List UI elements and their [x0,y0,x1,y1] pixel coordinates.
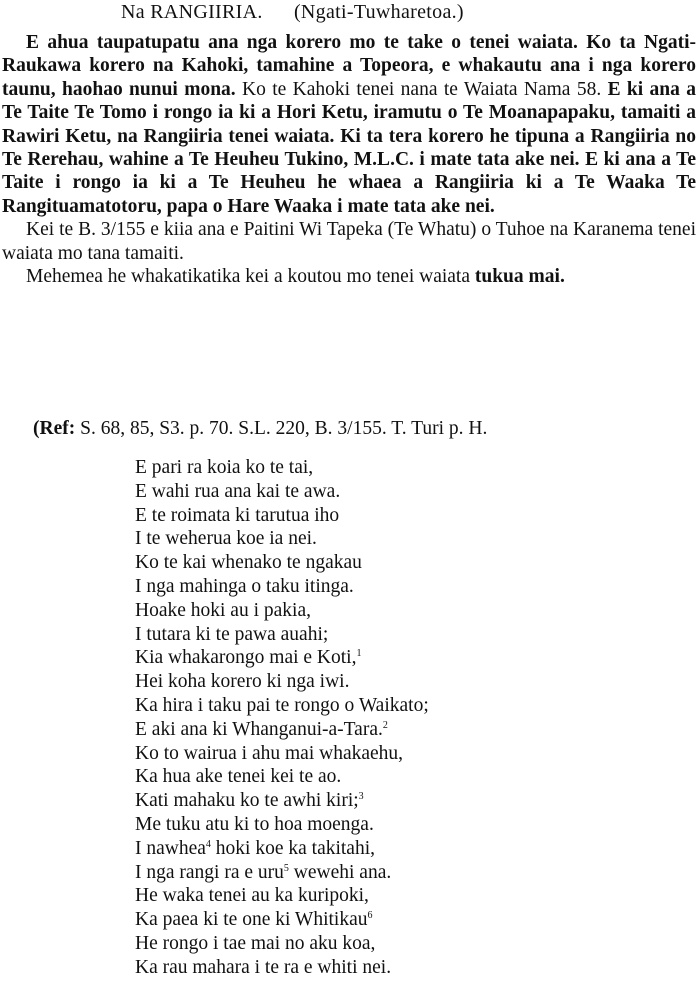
lyric-text: Me tuku atu ki to hoa moenga. [135,813,374,835]
song-author: Na RANGIIRIA. [121,1,263,23]
lyric-line [135,551,429,575]
song-lyrics [135,456,429,980]
introduction [2,31,696,288]
lyric-text: E pari ra koia ko te tai, [135,457,314,478]
intro-text: E ki ana a Te Taite Te Tomo i rongo ia ki a Hori Ketu, iramutu o Te Moanapapaku, tamaiti a Rawiri Ketu, na Rangiiria tenei waiata. [2,78,696,147]
lyric-line [135,527,429,551]
lyric-line [135,504,429,528]
lyric-text: Kia whakarongo mai e Koti, [135,647,357,669]
lyric-text: Ka hira i taku pai te rongo o Waikato; [135,694,429,716]
lyric-line [135,599,429,623]
intro-text: Mehemea he whakatikatika kei a koutou mo tenei waiata [26,266,470,288]
lyric-text: E aki ana ki Whanganui-a-Tara. [135,718,383,740]
lyric-text: I nawhea [135,837,206,859]
lyric-line [135,646,429,670]
intro-text: tukua mai. [474,266,565,288]
intro-paragraph-3 [2,265,696,288]
lyric-line [135,837,429,861]
intro-text: E ahua taupatupatu ana nga korero mo te take o tenei waiata. Ko ta Ngati-Raukawa korero na Kahoki, tamahine a Topeora, e whakautu ana i nga korero taunu, haohao nunui mona. [2,32,696,100]
lyric-line [135,694,429,718]
lyric-line [135,932,429,956]
lyric-text: Ka hua ake tenei kei te ao. [135,766,342,788]
reference-label: (Ref: [33,418,76,439]
lyric-line [135,813,429,837]
lyric-text: Ko te kai whenako te ngakau [135,552,362,574]
footnote-marker: 3 [358,791,364,803]
lyric-text: Ko to wairua i ahu mai whakaehu, [135,742,404,764]
lyric-line [135,480,429,504]
lyric-line [135,765,429,789]
lyric-text: hoki koe ka takitahi, [210,837,376,859]
lyric-line [135,456,429,480]
lyric-text: I te weherua koe ia nei. [135,528,317,550]
lyric-line [135,575,429,599]
footnote-marker: 1 [356,648,362,660]
lyric-text: Ka rau mahara i te ra e whiti nei. [135,956,392,978]
footnote-marker: 6 [367,910,373,922]
lyric-line [135,861,429,885]
lyric-line [135,956,429,980]
lyric-line [135,670,429,694]
lyric-line [135,623,429,647]
lyric-text: wewehi ana. [288,861,392,883]
lyric-text: I nga mahinga o taku itinga. [135,575,354,597]
lyric-text: He rongo i tae mai no aku koa, [135,932,376,954]
lyric-text: I nga rangi ra e uru [135,861,284,883]
footnote-marker: 5 [283,862,289,874]
lyric-text: Hoake hoki au i pakia, [135,599,311,621]
song-heading [121,0,464,24]
lyric-text: Kati mahaku ko te awhi kiri; [135,790,359,812]
song-tribe: (Ngati-Tuwharetoa.) [293,1,464,23]
lyric-text: I tutara ki te pawa auahi; [135,623,329,645]
lyric-line [135,789,429,813]
reference-text: S. 68, 85, S3. p. 70. S.L. 220, B. 3/155. T. Turi p. H. [80,418,488,439]
intro-paragraph-2: Kei te B. 3/155 e kiia ana e Paitini Wi Tapeka (Te Whatu) o Tuhoe na Karanema tenei waiata mo tana tamaiti. [2,219,696,264]
reference-line [33,417,487,441]
lyric-text: Ka paea ki te one ki Whitikau [135,909,368,931]
lyric-text: Hei koha korero ki nga iwi. [135,671,350,693]
lyric-line [135,718,429,742]
intro-text: Ki ta tera korero he tipuna a Rangiiria no Te Rerehau, wahine a Te Heuheu Tukino, M.L.C. i mate tata ake nei. [2,125,696,171]
lyric-line [135,908,429,932]
intro-text: Ko te Kahoki tenei nana te Waiata Nama 58. [242,78,602,100]
lyric-text: E wahi rua ana kai te awa. [135,480,341,502]
intro-text: E ki ana a Te Taite i rongo ia ki a Te Heuheu he whaea a Rangiiria ki a Te Waaka Te Rangituamatotoru, papa o Hare Waaka i mate tata ake nei. [2,149,696,217]
lyric-text: He waka tenei au ka kuripoki, [135,885,369,907]
footnote-marker: 2 [382,719,388,731]
lyric-line [135,742,429,766]
intro-paragraph-1 [2,31,696,218]
lyric-text: E te roimata ki tarutua iho [135,504,340,526]
footnote-marker: 4 [205,838,211,850]
lyric-line [135,884,429,908]
